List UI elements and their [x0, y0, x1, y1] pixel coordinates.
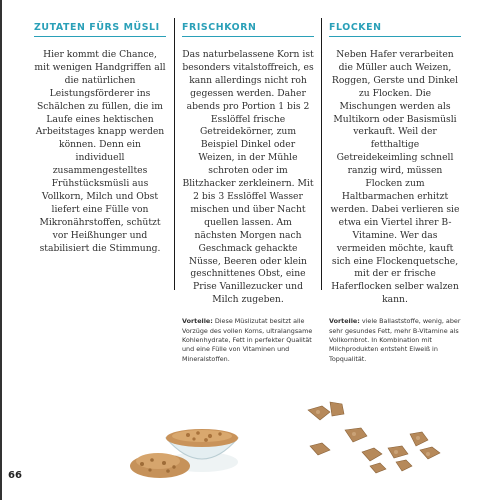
advantages-note [182, 317, 314, 364]
advantages-text: viele Ballaststoffe, wenig, aber sehr gesundes Fett, mehr B-Vitamine als Vollkornbrot. In Kombination mit Milchprodukten entsteht Eiweiß in Topqualität. [329, 317, 461, 363]
page-edge-mark [0, 0, 2, 500]
column-ingredients [34, 18, 166, 256]
section-body: Neben Hafer verarbeiten die Müller auch Weizen, Roggen, Gerste und Dinkel zu Flocken. Die Mischungen werden als Multikorn oder Basismüsli verkauft. Weil der fetthaltige Getreidekeimling schnell ranzig wird, müssen Flocken zum Haltbarmachen erhitzt werden. Dabei verlieren sie etwa ein Viertel ihrer B-Vitamine. Wer das vermeiden möchte, kauft sich eine Flockenquetsche, mit der er frische Haferflocken selber walzen kann. [330, 49, 460, 306]
advantages-text: Diese Müslizutat besitzt alle Vorzüge des vollen Korns, ultralangsame Kohlenhydrate, Fett in perfekter Qualität und eine Fülle von Vitaminen und Mineralstoffen. [182, 317, 313, 363]
advantages-label: Vorteile: [329, 317, 360, 326]
section-heading: ZUTATEN FÜRS MÜSLI [34, 18, 166, 37]
section-heading: FRISCHKORN [182, 18, 314, 37]
oat-flakes-illustration [300, 390, 450, 480]
advantages-note [329, 317, 461, 364]
advantages-label: Vorteile: [182, 317, 213, 326]
section-body: Das naturbelassene Korn ist besonders vitalstoffreich, es kann allerdings nicht roh gegessen werden. Daher abends pro Portion 1 bis 2 Esslöffel frische Getreidekörner, zum Beispiel Dinkel oder Weizen, in der Mühle schroten oder im Blitzhacker zerkleinern. Mit 2 bis 3 Esslöffel Wasser mischen und über Nacht quellen lassen. Am nächsten Morgen nach Geschmack gehackte Nüsse, Beeren oder klein geschnittenes Obst, eine Prise Vanillezucker und Milch zugeben. [182, 49, 314, 306]
column-divider [174, 18, 175, 290]
column-flocken [329, 18, 461, 364]
section-heading: FLOCKEN [329, 18, 461, 37]
grain-pile-illustration [120, 430, 200, 490]
column-frischkorn [182, 18, 314, 364]
section-body: Hier kommt die Chance, mit wenigen Handgriffen all die natürlichen Leistungsförderer ins Schälchen zu füllen, die im Laufe eines hektischen Arbeitstages knapp werden können. Denn ein individuell zusammengestelltes Frühstücksmüsli aus Vollkorn, Milch und Obst liefert eine Fülle von Mikronährstoffen, schützt vor Heißhunger und stabilisiert die Stimmung. [34, 49, 166, 254]
column-divider [321, 18, 322, 290]
page-number: 66 [8, 470, 22, 481]
